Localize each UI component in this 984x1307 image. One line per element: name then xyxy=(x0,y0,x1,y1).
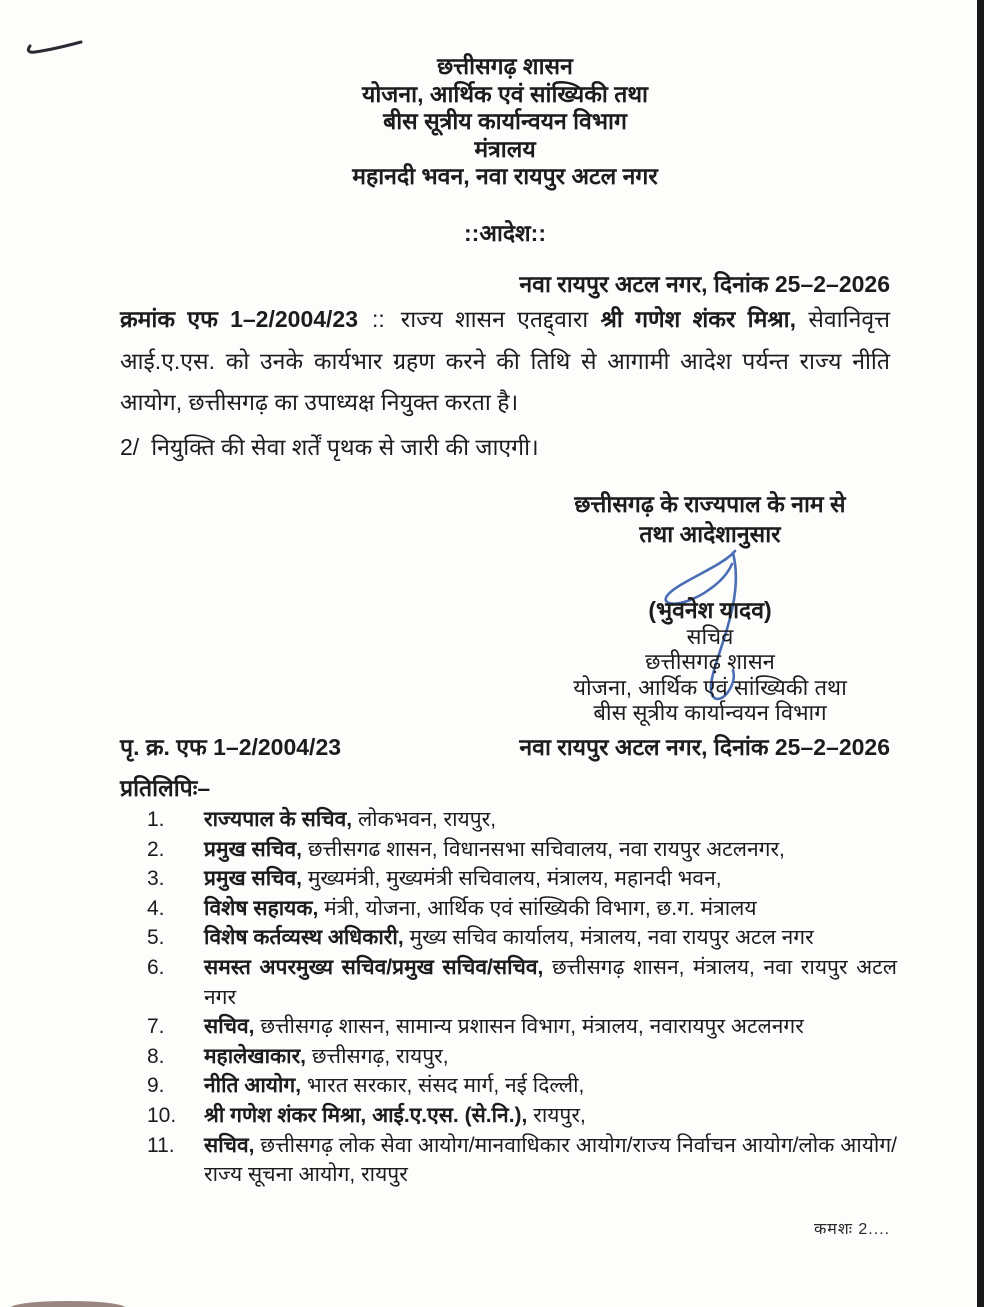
authority-line: तथा आदेशानुसार xyxy=(639,521,781,547)
list-item xyxy=(147,1042,897,1072)
list-item xyxy=(147,864,897,894)
letterhead-line: महानदी भवन, नवा रायपुर अटल नगर xyxy=(352,163,658,189)
letterhead-line: छत्तीसगढ़ शासन xyxy=(437,53,573,79)
list-item-text xyxy=(204,953,897,1012)
endorsement-place-date: नवा रायपुर अटल नगर, दिनांक 25–2–2026 xyxy=(519,734,890,760)
letterhead-line: योजना, आर्थिक एवं सांख्यिकी तथा xyxy=(361,80,648,107)
list-item-address: छत्तीसगढ़ शासन, सामान्य प्रशासन विभाग, मंत्रालय, नवारायपुर अटलनगर xyxy=(254,1015,804,1039)
letterhead-line: बीस सूत्रीय कार्यान्वयन विभाग xyxy=(383,108,627,134)
list-item-address: रायपुर, xyxy=(527,1103,586,1127)
list-item-text xyxy=(204,894,897,924)
list-item-designation: प्रमुख सचिव, xyxy=(204,867,302,891)
list-item-designation: समस्त अपरमुख्य सचिव/प्रमुख सचिव/सचिव, xyxy=(204,955,544,979)
copies-list xyxy=(147,805,897,1190)
scan-edge-strip xyxy=(977,0,984,1307)
list-item-number: 9. xyxy=(147,1074,165,1098)
letterhead-line: मंत्रालय xyxy=(474,135,536,162)
letterhead xyxy=(26,53,984,191)
list-item-text xyxy=(204,1071,897,1101)
list-item-designation: राज्यपाल के सचिव, xyxy=(204,808,353,831)
list-item xyxy=(147,1101,897,1131)
list-item xyxy=(147,1071,897,1101)
list-item xyxy=(147,953,897,1012)
list-item-number: 8. xyxy=(147,1044,165,1068)
place-date-line: नवा रायपुर अटल नगर, दिनांक 25–2–2026 xyxy=(519,271,890,297)
signer-designation: सचिव xyxy=(686,623,734,649)
list-item-designation: विशेष सहायक, xyxy=(204,896,319,920)
officer-name: श्री गणेश शंकर मिश्रा, xyxy=(600,306,796,332)
list-item-address: छत्तीसगढ शासन, विधानसभा सचिवालय, नवा रायपुर अटलनगर, xyxy=(302,837,785,861)
list-item-address: मुख्यमंत्री, मुख्यमंत्री सचिवालय, मंत्रालय, महानदी भवन, xyxy=(302,867,722,891)
list-item-text xyxy=(204,805,897,835)
list-item-text xyxy=(204,1131,897,1190)
list-item-number: 3. xyxy=(147,867,165,891)
signer-dept-line: बीस सूत्रीय कार्यान्वयन विभाग xyxy=(593,700,827,725)
list-item-address: छत्तीसगढ़, रायपुर, xyxy=(306,1044,449,1068)
list-item-number: 7. xyxy=(147,1015,165,1039)
order-text-after-name: सेवानिवृत्त आई.ए.एस. को उनके कार्यभार ग्रहण करने की तिथि से आगामी आदेश पर्यन्त राज्य नीति आयोग, छत्तीसगढ़ का उपाध्यक्ष नियुक्त करता है। xyxy=(120,306,891,415)
list-item-text xyxy=(204,1042,897,1072)
list-item-designation: सचिव, xyxy=(204,1133,255,1157)
scan-smudge xyxy=(10,1301,126,1307)
endorsement-ref: पृ. क्र. एफ 1–2/2004/23 xyxy=(120,734,342,760)
list-item xyxy=(147,835,897,865)
reference-number: क्रमांक एफ 1–2/2004/23 xyxy=(120,306,359,332)
list-item-address: मुख्य सचिव कार्यालय, मंत्रालय, नवा रायपुर अटल नगर xyxy=(403,926,814,950)
separator-colons: :: xyxy=(372,306,385,332)
list-item-designation: नीति आयोग, xyxy=(204,1074,302,1098)
list-item-number: 5. xyxy=(147,926,165,950)
list-item-address: भारत सरकार, संसद मार्ग, नई दिल्ली, xyxy=(301,1074,585,1098)
list-item xyxy=(147,1012,897,1042)
list-item-number: 6. xyxy=(147,955,165,979)
list-item-number: 11. xyxy=(147,1133,175,1157)
signer-dept-line: योजना, आर्थिक एवं सांख्यिकी तथा xyxy=(573,674,847,700)
clause-text: नियुक्ति की सेवा शर्तें पृथक से जारी की जाएगी। xyxy=(151,434,539,460)
list-item-number: 4. xyxy=(147,896,165,920)
list-item-designation: प्रमुख सचिव, xyxy=(204,837,302,861)
authority-block xyxy=(530,489,890,549)
list-item-designation: महालेखाकार, xyxy=(204,1044,306,1068)
list-item-text xyxy=(204,835,897,865)
list-item-number: 1. xyxy=(147,808,165,831)
list-item-address: लोकभवन, रायपुर, xyxy=(352,808,497,831)
list-item xyxy=(147,923,897,953)
list-item-address: मंत्री, योजना, आर्थिक एवं सांख्यिकी विभाग, छ.ग. मंत्रालय xyxy=(318,896,757,920)
signer-block xyxy=(530,598,890,726)
authority-line: छत्तीसगढ़ के राज्यपाल के नाम से xyxy=(574,491,846,517)
clause-2 xyxy=(120,427,890,469)
list-item-designation: सचिव, xyxy=(204,1015,255,1039)
list-item-text xyxy=(204,923,897,953)
copies-heading: प्रतिलिपिः– xyxy=(120,775,211,801)
order-text-before-name: राज्य शासन एतद्द्वारा xyxy=(400,306,589,332)
order-title: ::आदेश:: xyxy=(464,220,546,246)
list-item-designation: विशेष कर्तव्यस्थ अधिकारी, xyxy=(204,926,404,950)
list-item xyxy=(147,894,897,924)
list-item-designation: श्री गणेश शंकर मिश्रा, आई.ए.एस. (से.नि.), xyxy=(204,1103,528,1127)
list-item-text xyxy=(204,1012,897,1042)
list-item-text xyxy=(204,864,897,894)
signer-dept-line: छत्तीसगढ़ शासन xyxy=(645,649,775,674)
list-item-number: 2. xyxy=(147,837,165,861)
clause-number: 2/ xyxy=(120,434,140,460)
list-item-address: छत्तीसगढ़ शासन, मंत्रालय, नवा रायपुर अटल नगर xyxy=(204,955,897,1009)
list-item xyxy=(147,805,897,835)
endorsement-line xyxy=(120,730,890,762)
list-item-number: 10. xyxy=(147,1103,177,1127)
list-item xyxy=(147,1131,897,1190)
list-item-address: छत्तीसगढ़ लोक सेवा आयोग/मानवाधिकार आयोग/राज्य निर्वाचन आयोग/लोक आयोग/राज्य सूचना आयोग, रायपुर xyxy=(204,1133,897,1187)
pen-scribble-icon xyxy=(28,42,81,52)
signer-name: (भुवनेश यादव) xyxy=(648,597,772,623)
continuation-note: कमशः 2.... xyxy=(814,1221,891,1238)
order-paragraph xyxy=(120,299,890,424)
list-item-text xyxy=(204,1101,897,1131)
